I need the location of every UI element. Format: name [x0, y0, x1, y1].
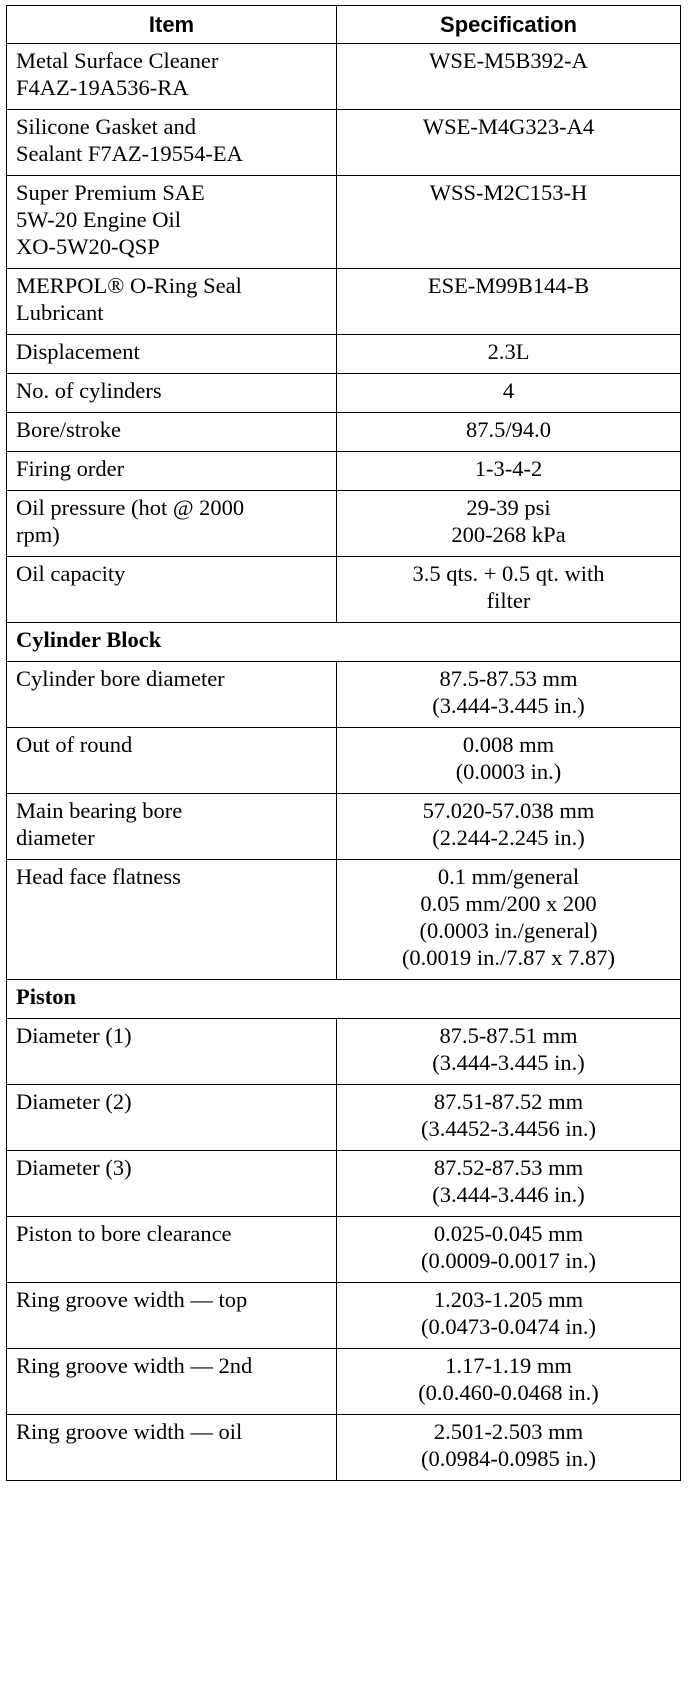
specification-text-line: 29-39 psi [466, 495, 551, 520]
specification-cell [337, 662, 681, 728]
item-text-line: Displacement [16, 339, 140, 364]
specification-text-line: 87.5/94.0 [465, 417, 551, 442]
item-text-line: Out of round [16, 732, 133, 757]
item-text-line: 5W-20 Engine Oil [16, 207, 181, 232]
specification-text-line: WSS-M2C153-H [429, 180, 588, 205]
specification-text-line: 2.501-2.503 mm [433, 1419, 584, 1444]
item-text-line: No. of cylinders [16, 378, 162, 403]
specification-text-line: 4 [502, 378, 515, 403]
item-text-line: diameter [16, 825, 95, 850]
specification-cell [337, 413, 681, 452]
table-row [7, 335, 681, 374]
item-cell [7, 176, 337, 269]
item-text-line: Super Premium SAE [16, 180, 205, 205]
table-row [7, 1217, 681, 1283]
table-row [7, 176, 681, 269]
specification-text-line: 2.3L [487, 339, 530, 364]
item-text-line: Ring groove width — 2nd [16, 1353, 253, 1378]
table-row [7, 1283, 681, 1349]
table-row [7, 110, 681, 176]
item-cell [7, 728, 337, 794]
item-cell [7, 44, 337, 110]
table-row [7, 374, 681, 413]
specification-cell [337, 1019, 681, 1085]
specification-text-line: 87.5-87.53 mm [439, 666, 578, 691]
table-row [7, 860, 681, 980]
specification-text-line: WSE-M5B392-A [429, 48, 588, 73]
item-text-line: Silicone Gasket and [16, 114, 196, 139]
table-row [7, 794, 681, 860]
item-cell [7, 1217, 337, 1283]
item-column-header: Item [7, 6, 337, 44]
specification-cell [337, 452, 681, 491]
item-cell [7, 1283, 337, 1349]
specification-column-header: Specification [337, 6, 681, 44]
table-body [7, 44, 681, 1481]
specification-cell [337, 557, 681, 623]
specification-text-line: 87.52-87.53 mm [433, 1155, 584, 1180]
specification-cell [337, 1283, 681, 1349]
specification-text-line: 1-3-4-2 [474, 456, 543, 481]
specification-cell [337, 374, 681, 413]
specification-text-line: (3.444-3.445 in.) [432, 1050, 585, 1075]
specification-cell [337, 1151, 681, 1217]
table-row [7, 1019, 681, 1085]
item-cell [7, 794, 337, 860]
table-row [7, 1085, 681, 1151]
item-text-line: Diameter (3) [16, 1155, 132, 1180]
specification-cell [337, 269, 681, 335]
specification-text-line: (0.0003 in./general) [419, 918, 598, 943]
item-text-line: Ring groove width — top [16, 1287, 248, 1312]
specification-text-line: 57.020-57.038 mm [422, 798, 595, 823]
specification-text-line: 0.05 mm/200 x 200 [420, 891, 597, 916]
item-text-line: Firing order [16, 456, 125, 481]
specification-cell [337, 44, 681, 110]
specification-text-line: 0.025-0.045 mm [433, 1221, 584, 1246]
specification-text-line: filter [486, 588, 531, 613]
item-text-line: Lubricant [16, 300, 104, 325]
item-cell [7, 269, 337, 335]
item-text-line: rpm) [16, 522, 60, 547]
item-cell [7, 110, 337, 176]
item-text-line: Sealant F7AZ-19554-EA [16, 141, 243, 166]
specification-text-line: 1.17-1.19 mm [445, 1353, 572, 1378]
specification-text-line: (3.4452-3.4456 in.) [421, 1116, 596, 1141]
specification-text-line: WSE-M4G323-A4 [422, 114, 595, 139]
specification-cell [337, 860, 681, 980]
item-cell [7, 1151, 337, 1217]
item-cell [7, 1415, 337, 1481]
table-header [7, 6, 681, 44]
item-text-line: Oil pressure (hot @ 2000 [16, 495, 245, 520]
item-cell [7, 491, 337, 557]
specification-cell [337, 728, 681, 794]
item-cell [7, 1019, 337, 1085]
specification-text-line: (0.0009-0.0017 in.) [421, 1248, 596, 1273]
item-text-line: Head face flatness [16, 864, 181, 889]
specification-text-line: (3.444-3.446 in.) [432, 1182, 585, 1207]
item-cell [7, 413, 337, 452]
table-row [7, 557, 681, 623]
header-row [7, 6, 681, 44]
item-cell [7, 335, 337, 374]
table-row [7, 491, 681, 557]
specification-text-line: (2.244-2.245 in.) [432, 825, 585, 850]
table-row [7, 1415, 681, 1481]
specification-text-line: (0.0984-0.0985 in.) [421, 1446, 596, 1471]
specification-text-line: 1.203-1.205 mm [433, 1287, 584, 1312]
item-text-line: Main bearing bore [16, 798, 183, 823]
specification-cell [337, 1085, 681, 1151]
specification-text-line: 0.008 mm [462, 732, 555, 757]
item-text-line: Diameter (1) [16, 1023, 132, 1048]
table-row [7, 1349, 681, 1415]
specification-text-line: 3.5 qts. + 0.5 qt. with [412, 561, 605, 586]
item-text-line: Diameter (2) [16, 1089, 132, 1114]
specification-cell [337, 176, 681, 269]
item-text-line: Cylinder bore diameter [16, 666, 225, 691]
section-row [7, 623, 681, 662]
section-heading: Piston [7, 980, 681, 1019]
table-row [7, 413, 681, 452]
item-text-line: Ring groove width — oil [16, 1419, 243, 1444]
item-cell [7, 860, 337, 980]
specification-text-line: (3.444-3.445 in.) [432, 693, 585, 718]
specification-cell [337, 794, 681, 860]
specification-cell [337, 1217, 681, 1283]
specification-text-line: (0.0003 in.) [455, 759, 562, 784]
specification-cell [337, 1349, 681, 1415]
table-row [7, 728, 681, 794]
specification-cell [337, 491, 681, 557]
table-row [7, 44, 681, 110]
item-cell [7, 557, 337, 623]
specification-text-line: 87.5-87.51 mm [439, 1023, 578, 1048]
item-text-line: XO-5W20-QSP [16, 234, 160, 259]
section-heading: Cylinder Block [7, 623, 681, 662]
section-row [7, 980, 681, 1019]
item-text-line: Bore/stroke [16, 417, 121, 442]
specification-cell [337, 110, 681, 176]
table-row [7, 1151, 681, 1217]
table-row [7, 269, 681, 335]
item-cell [7, 374, 337, 413]
specification-cell [337, 1415, 681, 1481]
specification-cell [337, 335, 681, 374]
table-row [7, 452, 681, 491]
specification-text-line: 87.51-87.52 mm [433, 1089, 584, 1114]
specification-text-line: 200-268 kPa [451, 522, 566, 547]
item-text-line: Oil capacity [16, 561, 126, 586]
item-cell [7, 452, 337, 491]
item-text-line: Metal Surface Cleaner [16, 48, 219, 73]
specification-table [6, 5, 681, 1481]
item-text-line: MERPOL® O-Ring Seal [16, 273, 242, 298]
specification-text-line: (0.0019 in./7.87 x 7.87) [401, 945, 616, 970]
item-cell [7, 662, 337, 728]
item-text-line: Piston to bore clearance [16, 1221, 232, 1246]
item-cell [7, 1349, 337, 1415]
specification-text-line: (0.0.460-0.0468 in.) [418, 1380, 599, 1405]
item-text-line: F4AZ-19A536-RA [16, 75, 189, 100]
specification-text-line: 0.1 mm/general [437, 864, 580, 889]
specification-text-line: (0.0473-0.0474 in.) [421, 1314, 596, 1339]
table-row [7, 662, 681, 728]
specification-text-line: ESE-M99B144-B [427, 273, 590, 298]
item-cell [7, 1085, 337, 1151]
